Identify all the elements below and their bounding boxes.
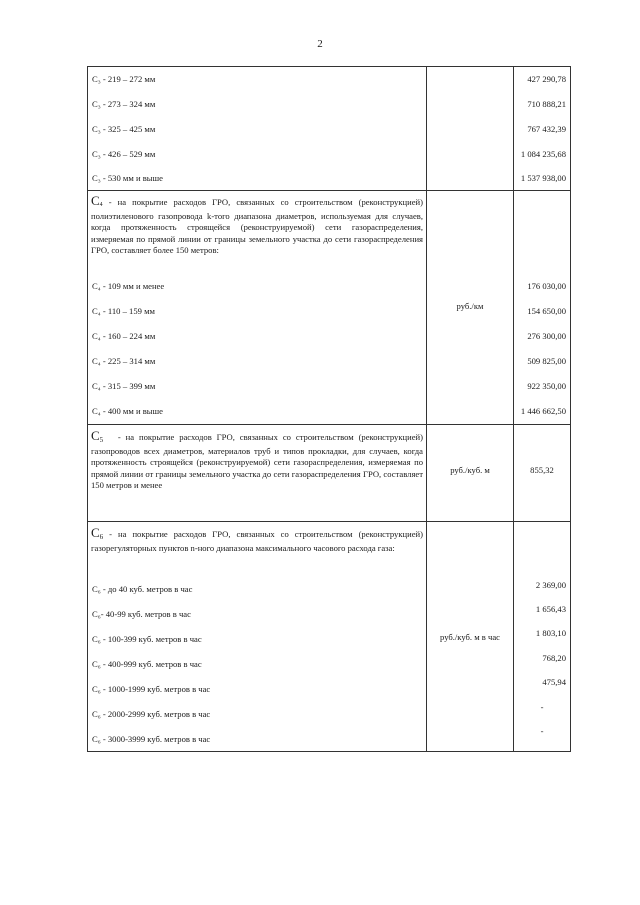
c5-unit: руб./куб. м — [450, 465, 490, 475]
c3-item-value: 1 537 938,00 — [520, 173, 566, 183]
c6-symbol-subscript: 6 — [99, 533, 104, 541]
c4-item-value: 922 350,00 — [527, 381, 566, 391]
c3-item-value: 427 290,78 — [527, 74, 566, 84]
c5-value: 855,32 — [530, 465, 554, 475]
c6-item-value: - — [540, 726, 544, 736]
c6-item-value: 768,20 — [542, 653, 566, 663]
c3-item-label: С₃ - 325 – 425 мм — [92, 124, 156, 134]
c6-description — [91, 527, 423, 554]
c5-description — [91, 430, 423, 491]
c4-item-label: С₄ - 315 – 399 мм — [92, 381, 156, 391]
c3-item-value: 1 084 235,68 — [520, 149, 566, 159]
c6-item-value: - — [540, 702, 544, 712]
c4-item-label: С₄ - 110 – 159 мм — [92, 306, 155, 316]
c4-symbol: С — [91, 193, 100, 208]
c3-row — [88, 67, 571, 191]
c6-item-label: С₆ - 3000-3999 куб. метров в час — [92, 734, 211, 744]
c5-value-cell — [514, 425, 571, 522]
c6-symbol: С — [91, 525, 100, 540]
c6-description-text: - на покрытие расходов ГРО, связанных со строительством (реконструкцией) газорегуляторных пунктов n-ного диапазона максимального часового расхода газа: — [91, 529, 423, 554]
c6-item-label: С₆ - 1000-1999 куб. метров в час — [92, 684, 211, 694]
c4-unit-cell — [427, 191, 514, 425]
c3-item-label: С₃ - 219 – 272 мм — [92, 74, 156, 84]
c6-item-value: 1 803,10 — [535, 628, 566, 638]
c4-item-label: С₄ - 225 – 314 мм — [92, 356, 156, 366]
c6-item-label: С₆- 40-99 куб. метров в час — [92, 609, 191, 619]
c4-item-label: С₄ - 109 мм и менее — [92, 281, 165, 291]
c6-item-value: 475,94 — [542, 677, 566, 687]
c6-item-value: 2 369,00 — [535, 580, 566, 590]
c4-label-cell — [88, 191, 427, 425]
c6-label-cell — [88, 522, 427, 752]
c4-description-text: - на покрытие расходов ГРО, связанных со строительством (реконструкцией) полиэтиленового газопровода k-того диапазона диаметров, используемая для случаев, когда протяженность строящейся (реконструируемой) сети газораспределения, измеряемая по прямой линии от границы земельного участка до сети газораспределения ГРО, составляет более 150 метров: — [91, 197, 423, 255]
c4-item-value: 276 300,00 — [527, 331, 566, 341]
c5-row — [88, 425, 571, 522]
c6-unit-cell — [427, 522, 514, 752]
c4-item-value: 154 650,00 — [527, 306, 566, 316]
page-number: 2 — [317, 38, 323, 50]
c4-symbol-subscript: 4 — [99, 202, 103, 208]
c5-symbol-subscript: 5 — [99, 436, 104, 444]
c6-unit: руб./куб. м в час — [440, 632, 500, 642]
c6-item-label: С₆ - 400-999 куб. метров в час — [92, 659, 202, 669]
c4-unit: руб./км — [456, 301, 484, 311]
c3-unit-cell — [427, 67, 514, 191]
c6-item-label: С₆ - 100-399 куб. метров в час — [92, 634, 202, 644]
c4-description — [91, 195, 423, 256]
c6-value-cell — [514, 522, 571, 752]
c6-row — [88, 522, 571, 752]
c4-item-value: 176 030,00 — [527, 281, 566, 291]
c3-item-value: 710 888,21 — [527, 99, 566, 109]
c5-symbol: С — [91, 428, 100, 443]
c3-value-cell — [514, 67, 571, 191]
c4-item-value: 1 446 662,50 — [520, 406, 566, 416]
c6-item-label: С₆ - 2000-2999 куб. метров в час — [92, 709, 211, 719]
c5-label-cell — [88, 425, 427, 522]
c4-row — [88, 191, 571, 425]
c5-description-text: - на покрытие расходов ГРО, связанных со строительством (реконструкцией) газопроводов всех диаметров, материалов труб и типов прокладки, для случаев, когда протяженность строящейся (реконструируемой) сети газораспределения, измеряемая по прямой линии от границы земельного участка до сети газораспределения ГРО, составляет 150 метров и менее — [91, 432, 423, 490]
c4-item-value: 509 825,00 — [527, 356, 566, 366]
c3-item-label: С₃ - 426 – 529 мм — [92, 149, 156, 159]
c6-item-label: С₆ - до 40 куб. метров в час — [92, 584, 193, 594]
c6-item-value: 1 656,43 — [535, 604, 566, 614]
tariff-table — [87, 66, 571, 752]
c4-value-cell — [514, 191, 571, 425]
c3-item-label: С₃ - 273 – 324 мм — [92, 99, 156, 109]
c4-item-label: С₄ - 400 мм и выше — [92, 406, 163, 416]
c3-item-label: С₃ - 530 мм и выше — [92, 173, 163, 183]
c4-item-label: С₄ - 160 – 224 мм — [92, 331, 156, 341]
c5-unit-cell — [427, 425, 514, 522]
c3-item-value: 767 432,39 — [527, 124, 566, 134]
c3-label-cell — [88, 67, 427, 191]
